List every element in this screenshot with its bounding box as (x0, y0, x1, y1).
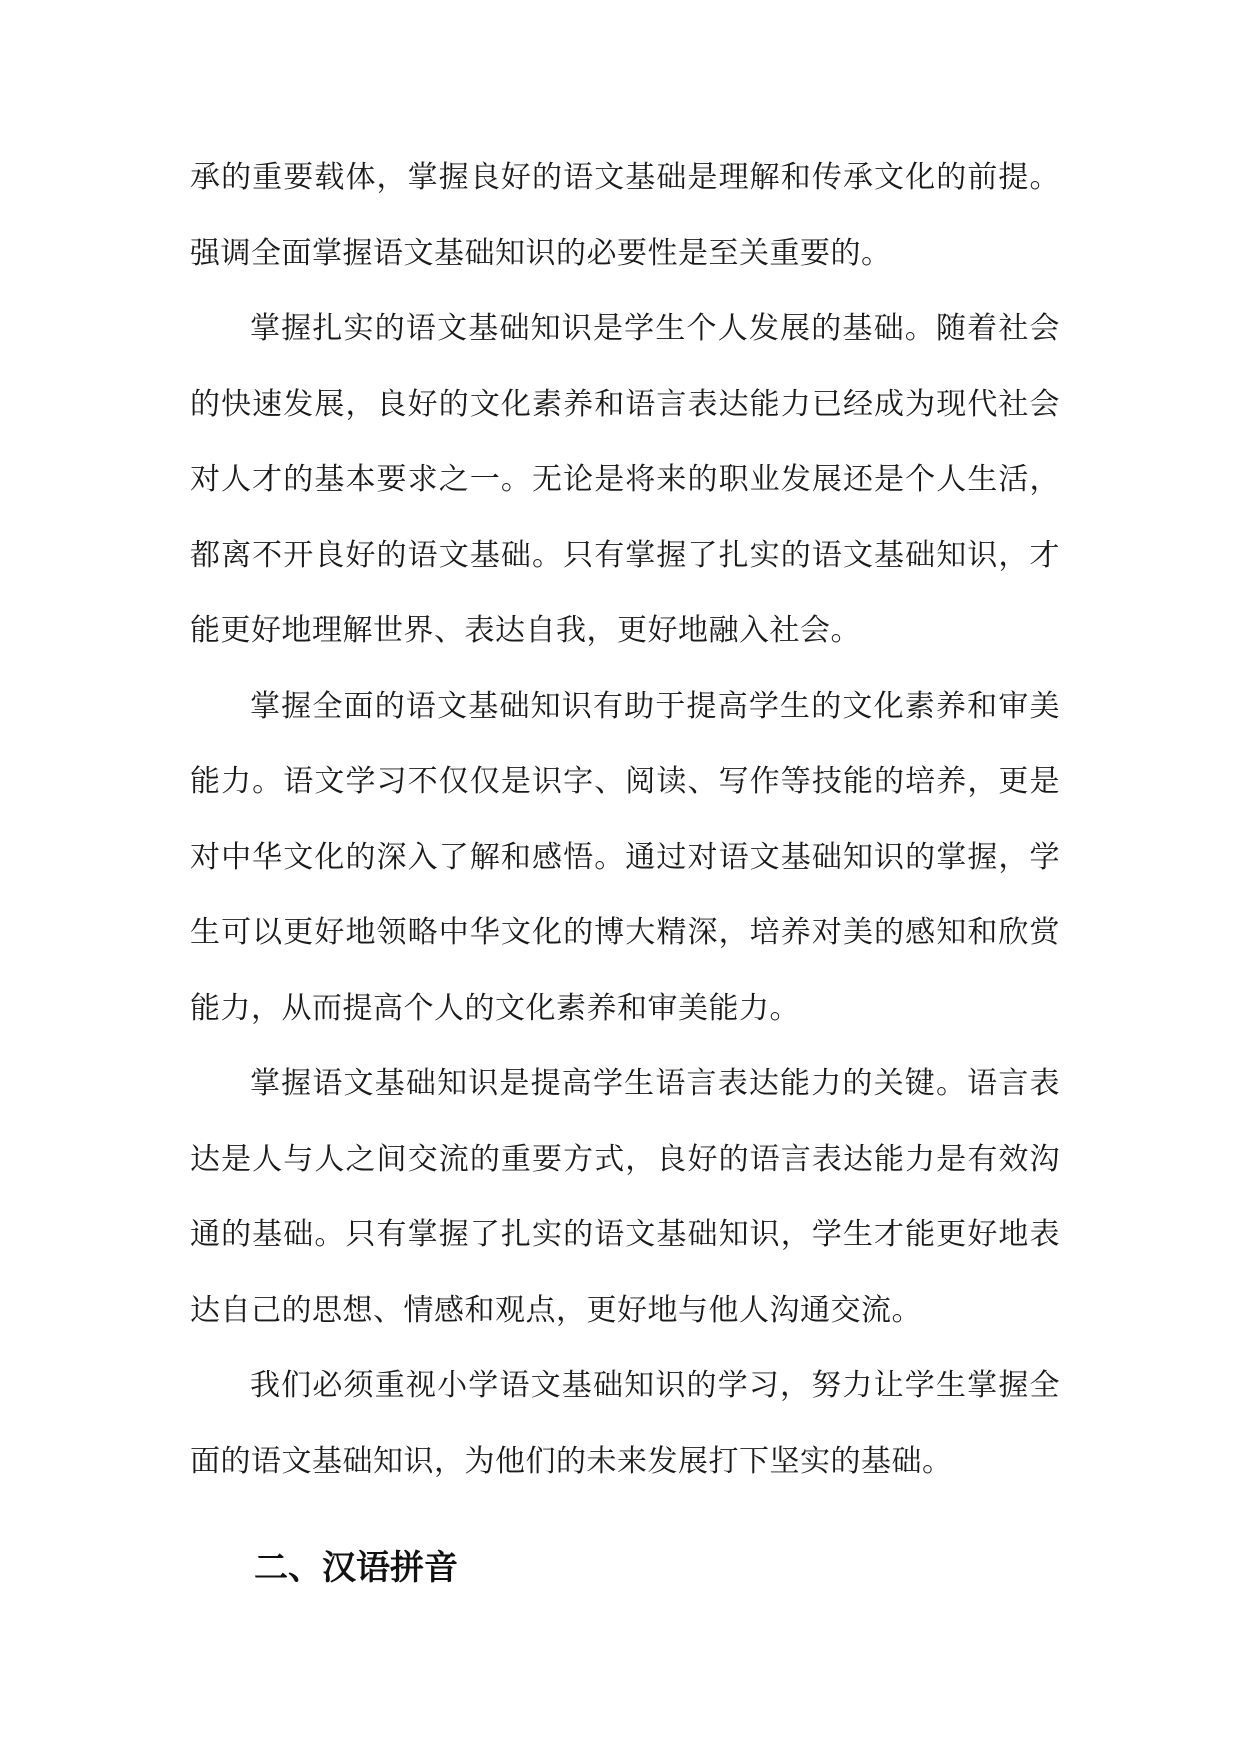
paragraph-1: 承的重要载体，掌握良好的语文基础是理解和传承文化的前提。强调全面掌握语文基础知识的必要性是至关重要的。 (190, 160, 1060, 271)
paragraph-3: 掌握全面的语文基础知识有助于提高学生的文化素养和审美能力。语文学习不仅仅是识字、阅读、写作等技能的培养，更是对中华文化的深入了解和感悟。通过对语文基础知识的掌握，学生可以更好地领略中华文化的博大精深，培养对美的感知和欣赏能力，从而提高个人的文化素养和审美能力。 (190, 688, 1060, 1026)
section-heading: 二、汉语拼音 (254, 1548, 458, 1588)
paragraph-5: 我们必须重视小学语文基础知识的学习，努力让学生掌握全面的语文基础知识，为他们的未来发展打下坚实的基础。 (190, 1368, 1060, 1479)
paragraph-2: 掌握扎实的语文基础知识是学生个人发展的基础。随着社会的快速发展，良好的文化素养和语言表达能力已经成为现代社会对人才的基本要求之一。无论是将来的职业发展还是个人生活，都离不开良好的语文基础。只有掌握了扎实的语文基础知识，才能更好地理解世界、表达自我，更好地融入社会。 (190, 311, 1060, 648)
document-body (190, 140, 1060, 1606)
paragraph-4: 掌握语文基础知识是提高学生语言表达能力的关键。语言表达是人与人之间交流的重要方式，良好的语言表达能力是有效沟通的基础。只有掌握了扎实的语文基础知识，学生才能更好地表达自己的思想、情感和观点，更好地与他人沟通交流。 (190, 1066, 1060, 1328)
